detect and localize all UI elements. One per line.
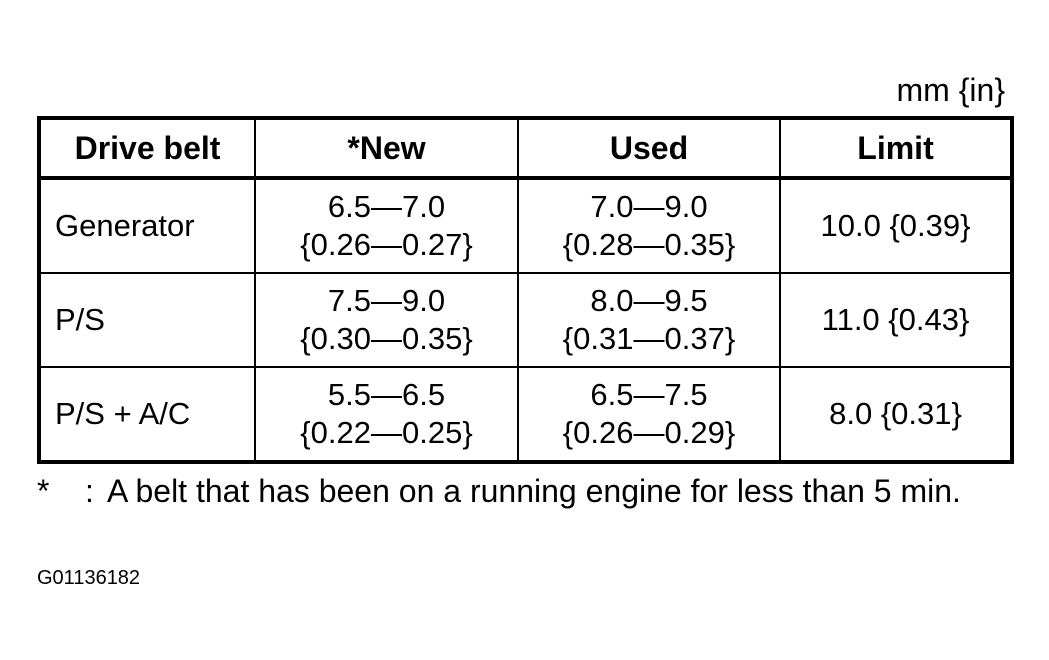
belt-deflection-table — [37, 116, 1014, 464]
belt-name: P/S + A/C — [39, 367, 255, 462]
used-mm: 7.0—9.0 — [590, 189, 708, 224]
header-drive-belt: Drive belt — [39, 118, 255, 178]
figure-id: G01136182 — [37, 567, 141, 589]
used-in: {0.31—0.37} — [562, 321, 736, 356]
new-in: {0.22—0.25} — [300, 415, 473, 450]
belt-name: Generator — [39, 178, 255, 273]
new-mm: 5.5—6.5 — [327, 377, 446, 412]
new-value — [255, 367, 518, 462]
table-row — [39, 178, 1012, 273]
table-header-row — [39, 118, 1012, 178]
header-limit: Limit — [780, 118, 1012, 178]
belt-name: P/S — [39, 273, 255, 367]
footnote-separator: : — [85, 473, 94, 509]
limit-value: 11.0 {0.43} — [780, 273, 1012, 367]
used-in: {0.28—0.35} — [562, 227, 736, 262]
footnote — [37, 472, 1027, 510]
used-value — [518, 367, 780, 462]
new-value — [255, 273, 518, 367]
header-new: *New — [255, 118, 518, 178]
used-mm: 6.5—7.5 — [590, 377, 708, 412]
header-used: Used — [518, 118, 780, 178]
used-in: {0.26—0.29} — [562, 415, 736, 450]
used-value — [518, 178, 780, 273]
used-mm: 8.0—9.5 — [590, 283, 708, 318]
new-mm: 7.5—9.0 — [327, 283, 446, 318]
limit-value: 10.0 {0.39} — [780, 178, 1012, 273]
new-mm: 6.5—7.0 — [327, 189, 446, 224]
units-label: mm {in} — [896, 72, 1005, 108]
table-row — [39, 367, 1012, 462]
new-in: {0.26—0.27} — [300, 227, 473, 262]
footnote-text: A belt that has been on a running engine for less than 5 min. — [107, 473, 961, 509]
new-value — [255, 178, 518, 273]
limit-value: 8.0 {0.31} — [780, 367, 1012, 462]
table-row — [39, 273, 1012, 367]
new-in: {0.30—0.35} — [300, 321, 473, 356]
footnote-mark: * — [37, 473, 50, 509]
used-value — [518, 273, 780, 367]
